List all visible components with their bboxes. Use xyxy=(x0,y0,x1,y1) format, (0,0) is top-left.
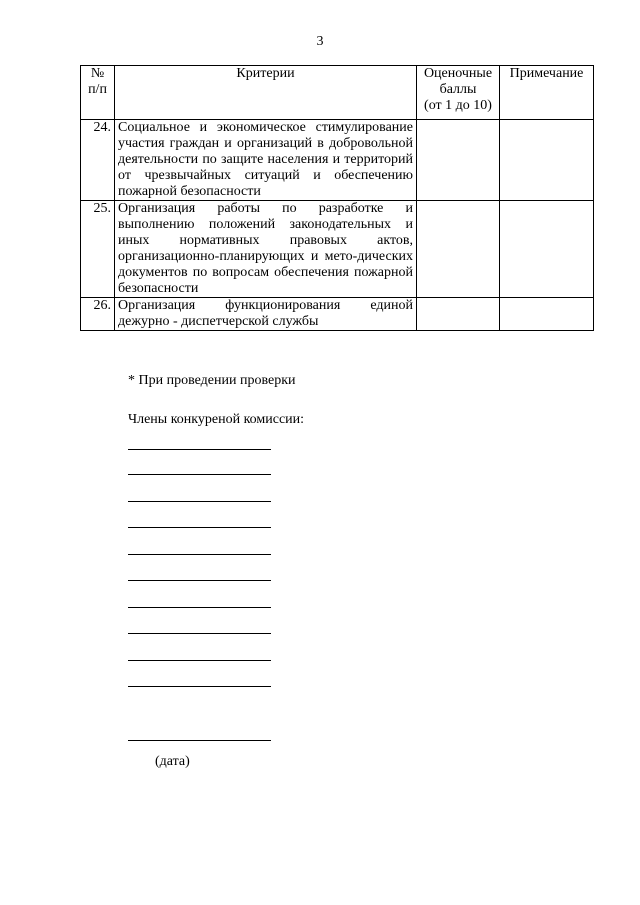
signature-line xyxy=(128,527,271,528)
members-title: Члены конкуреной комиссии: xyxy=(128,412,305,427)
header-number xyxy=(81,66,115,120)
date-label: (дата) xyxy=(155,754,190,769)
signature-line xyxy=(128,633,271,634)
row-note-cell xyxy=(500,298,594,331)
header-score-line-1: Оценочные xyxy=(423,66,493,81)
footnote: * При проведении проверки xyxy=(128,373,296,388)
page-number: 3 xyxy=(316,34,324,49)
row-criteria: Социальное и экономическое стимулирование участия граждан и организаций в добровольной деятельности по защите населения и территорий от чрезвычайных ситуаций и обеспечению пожарной безопасности xyxy=(115,120,417,201)
row-number: 26. xyxy=(81,298,115,331)
signature-line xyxy=(128,474,271,475)
row-criteria: Организация работы по разработке и выполнению положений законодательных и иных нормативных правовых актов, организационно-планирующих и мето-дических документов по вопросам обеспечения пожарной безопасности xyxy=(115,201,417,298)
row-score-cell xyxy=(417,298,500,331)
signature-line xyxy=(128,554,271,555)
signature-line xyxy=(128,660,271,661)
table-header-row xyxy=(81,66,594,120)
row-note-cell xyxy=(500,120,594,201)
header-note: Примечание xyxy=(500,66,594,120)
header-score-line-3: (от 1 до 10) xyxy=(424,98,492,113)
row-criteria: Организация функционирования единой дежурно - диспетчерской службы xyxy=(115,298,417,331)
row-score-cell xyxy=(417,201,500,298)
row-note-cell xyxy=(500,201,594,298)
table-row xyxy=(81,298,594,331)
row-number: 25. xyxy=(81,201,115,298)
signature-line xyxy=(128,686,271,687)
table-row xyxy=(81,201,594,298)
header-score xyxy=(417,66,500,120)
row-score-cell xyxy=(417,120,500,201)
signature-line xyxy=(128,580,271,581)
date-line xyxy=(128,740,271,741)
row-number: 24. xyxy=(81,120,115,201)
header-number-line-2: п/п xyxy=(88,82,107,97)
signature-line xyxy=(128,501,271,502)
criteria-table xyxy=(80,65,594,331)
header-number-line-1: № xyxy=(90,66,105,81)
signature-line xyxy=(128,607,271,608)
signature-line xyxy=(128,449,271,450)
table-row xyxy=(81,120,594,201)
header-score-line-2: баллы xyxy=(439,82,477,97)
header-criteria: Критерии xyxy=(115,66,417,120)
